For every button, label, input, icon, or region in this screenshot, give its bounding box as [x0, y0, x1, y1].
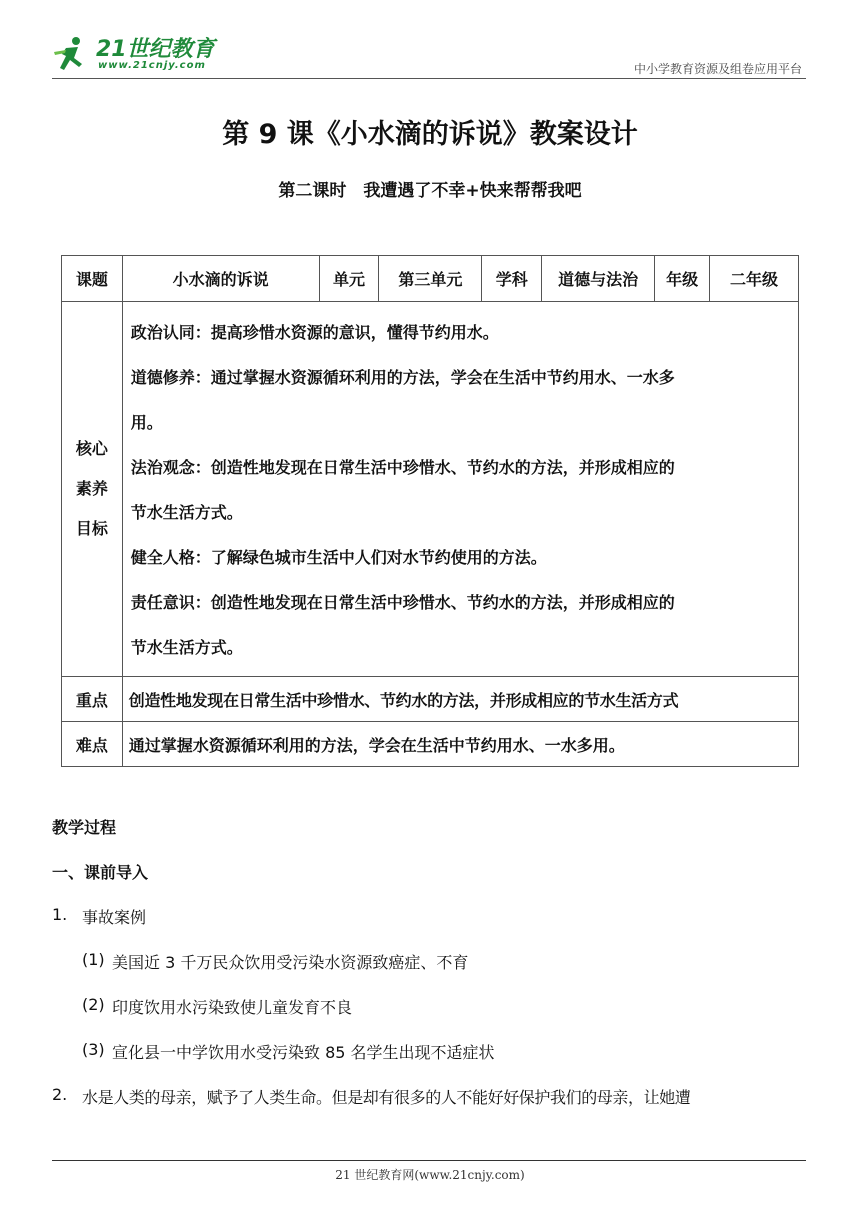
- sub-item: 宣化县一中学饮用水受污染致 85 名学生出现不适症状: [112, 1043, 495, 1062]
- section-heading-intro: 一、课前导入: [52, 863, 149, 882]
- cell-grade-label: 年级: [655, 256, 710, 302]
- list-item-number: 1.: [52, 905, 68, 924]
- page-title: 第 9 课《小水滴的诉说》教案设计: [222, 119, 638, 150]
- sub-item-number: (2): [82, 995, 105, 1014]
- table-row: [62, 256, 799, 302]
- cell-grade-value: 二年级: [710, 256, 799, 302]
- footer-divider: [52, 1160, 806, 1161]
- page-footer: 21 世纪教育网(www.21cnjy.com): [335, 1168, 525, 1182]
- cell-key-text: 创造性地发现在日常生活中珍惜水、节约水的方法，并形成相应的节水生活方式: [122, 677, 798, 722]
- site-logo: [52, 32, 252, 74]
- section-teaching-process: 教学过程: [52, 818, 117, 837]
- page-header: [52, 30, 806, 79]
- list-item-number: 2.: [52, 1085, 68, 1104]
- list-item: 水是人类的母亲，赋予了人类生命。但是却有很多的人不能好好保护我们的母亲，让她遭: [82, 1088, 691, 1107]
- list-item: 事故案例: [82, 908, 147, 927]
- cell-unit-value: 第三单元: [379, 256, 482, 302]
- logo-url: www.21cnjy.com: [98, 60, 206, 71]
- lesson-info-table: [61, 255, 799, 767]
- logo-text: 21世纪教育: [96, 37, 215, 62]
- sub-item: 印度饮用水污染致使儿童发育不良: [112, 998, 353, 1017]
- cell-difficulty-text: 通过掌握水资源循环利用的方法，学会在生活中节约用水、一水多用。: [122, 722, 798, 767]
- sub-item-number: (1): [82, 950, 105, 969]
- cell-topic-label: 课题: [62, 256, 123, 302]
- sub-item: 美国近 3 千万民众饮用受污染水资源致癌症、不育: [112, 953, 469, 972]
- sub-item-number: (3): [82, 1040, 105, 1059]
- cell-goals-text: 政治认同：提高珍惜水资源的意识，懂得节约用水。 道德修养：通过掌握水资源循环利用的方法，学会在生活中节约用水、一水多 用。 法治观念：创造性地发现在日常生活中珍惜水、节约水的方法，并形成相应的 节水生活方式。 健全人格：了解绿色城市生活中人们对水节约使用的方法。 责任意识：创造性地发现在日常生活中珍惜水、节约水的方法，并形成相应的 节水生活方式。: [122, 302, 798, 677]
- table-row: [62, 677, 799, 722]
- cell-topic-value: 小水滴的诉说: [122, 256, 319, 302]
- header-platform-text: 中小学教育资源及组卷应用平台: [633, 62, 802, 76]
- page-subtitle: 第二课时 我遭遇了不幸+快来帮帮我吧: [278, 181, 582, 201]
- cell-unit-label: 单元: [319, 256, 379, 302]
- cell-key-label: 重点: [62, 677, 123, 722]
- runner-logo-icon: [52, 34, 92, 74]
- cell-difficulty-label: 难点: [62, 722, 123, 767]
- table-row: [62, 722, 799, 767]
- table-row: [62, 302, 799, 677]
- cell-goals-label: 核心 素养 目标: [62, 302, 123, 677]
- cell-subject-value: 道德与法治: [542, 256, 655, 302]
- cell-subject-label: 学科: [482, 256, 542, 302]
